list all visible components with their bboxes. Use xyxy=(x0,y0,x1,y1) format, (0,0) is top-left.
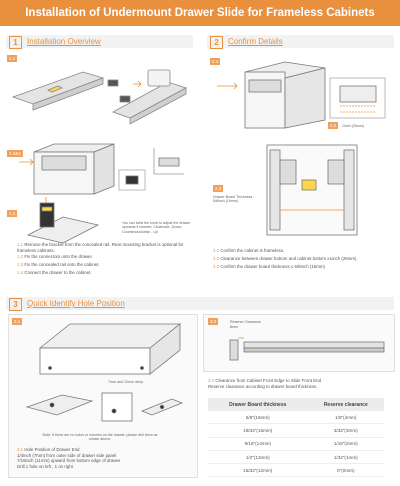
step-3-1-text: Hole Position of Drawer End 1/4inch (7mm) from outer side of drawer side panel 7/16inch (11mm) upward from bottom edge of drawer Drill 1 hole on left , 1 on right xyxy=(17,447,121,469)
slide-rail-illustration xyxy=(8,62,193,134)
connector-illustration xyxy=(18,195,108,245)
table-header: Reserve clearance xyxy=(308,398,384,411)
section-1-header xyxy=(6,35,193,48)
gap-label: 1inch (26mm) xyxy=(342,124,364,128)
tag-3-1: 3.1 xyxy=(14,319,21,324)
section-1-number: 1 xyxy=(9,36,22,49)
table-cell: 1/16"(2mm) xyxy=(308,437,384,450)
tag-1-2: 1.2 xyxy=(9,211,16,216)
table-header-row xyxy=(208,398,384,411)
reserve-clearance-title: Reserve Clearance xyxy=(230,320,261,324)
step-2-1-text: Confirm the cabinet is frameless. xyxy=(220,248,285,253)
table-row xyxy=(208,411,384,424)
drill-note: Note: If there are no holes or notches on the drawer, please drill them as shown above. xyxy=(42,433,158,442)
section-3-header xyxy=(6,297,394,310)
section-2-header xyxy=(207,35,394,48)
table-cell: 15/32"(12mm) xyxy=(208,464,308,477)
tag-2-3: 2.3 xyxy=(215,186,222,191)
section-3-number: 3 xyxy=(9,298,22,311)
step-3-1 xyxy=(17,447,197,469)
step-2-1 xyxy=(213,248,398,254)
knob-callout: You can twist the knob to adjust the drawer upwards if needed. Clockwise -Down; Counterclockwise - Up xyxy=(122,221,191,234)
step-2-3-key: 2.3 xyxy=(213,264,220,269)
page-title: Installation of Undermount Drawer Slide for Frameless Cabinets xyxy=(0,0,400,26)
drawer-holes-illustration xyxy=(30,318,190,378)
table-row xyxy=(208,450,384,463)
drawer-thickness-illustration xyxy=(262,140,362,240)
section-1-title: Installation Overview xyxy=(27,37,101,46)
step-1-4-key: 1.4 xyxy=(17,270,24,275)
step-3-2-text: Clearance from Cabinet Front Edge to Slide Front End Reserve clearance according to drawer board thickness. xyxy=(208,378,322,389)
hole-depth-label: 7mm and 12mm deep xyxy=(108,380,143,384)
step-3-2 xyxy=(208,378,394,389)
tag-1-3-4: 1.3&4 xyxy=(9,151,21,156)
step-2-3-text: Confirm the drawer board thickness ≤ 5/8inch (16mm) xyxy=(220,264,325,269)
cabinet-drawer-illustration xyxy=(14,140,189,200)
hole-detail-illustration xyxy=(22,387,187,427)
step-1-2-key: 1.2 xyxy=(17,254,24,259)
step-2-2 xyxy=(213,256,398,262)
table-row xyxy=(208,424,384,437)
step-3-1-key: 3.1 xyxy=(17,447,24,452)
section-2-title: Confirm Details xyxy=(228,37,283,46)
step-2-2-key: 2.2 xyxy=(213,256,220,261)
clearance-illustration xyxy=(226,330,390,362)
table-cell: 3/32"(3mm) xyxy=(308,424,384,437)
step-1-3 xyxy=(17,262,197,268)
step-1-4 xyxy=(17,270,197,276)
table-row xyxy=(208,437,384,450)
table-cell: 1/2"(13mm) xyxy=(208,450,308,463)
table-cell: 0"(0mm) xyxy=(308,464,384,477)
tag-1-1: 1.1 xyxy=(9,56,16,61)
clearance-table xyxy=(208,398,384,477)
step-1-2 xyxy=(17,254,197,260)
tag-2-1: 2.1 xyxy=(212,59,219,64)
step-2-1-key: 2.1 xyxy=(213,248,220,253)
section-3-title: Quick Identify Hole Position xyxy=(27,299,125,308)
step-1-1-key: 1.1 xyxy=(17,242,24,247)
table-header: Drawer Board thickness xyxy=(208,398,308,411)
tag-2-2: 2.2 xyxy=(330,123,337,128)
section-2-number: 2 xyxy=(210,36,223,49)
thickness-label: Drawer Board Thickness : 5/8inch (16mm) xyxy=(213,195,255,204)
table-cell: 5/8"(16mm) xyxy=(208,411,308,424)
step-1-3-key: 1.3 xyxy=(17,262,24,267)
table-cell: 9/16"(14mm) xyxy=(208,437,308,450)
step-2-2-text: Clearance between drawer bottom and cabinet bottom ≥1inch (26mm) xyxy=(220,256,357,261)
step-1-4-text: Connect the drawer to the cabinet. xyxy=(24,270,92,275)
table-cell: 1/8"(4mm) xyxy=(308,411,384,424)
step-3-2-key: 3.2 xyxy=(208,378,215,383)
table-cell: 1/32"(1mm) xyxy=(308,450,384,463)
step-2-3 xyxy=(213,264,398,270)
table-cell: 19/32"(15mm) xyxy=(208,424,308,437)
step-1-1 xyxy=(17,242,197,253)
tag-3-2: 3.2 xyxy=(210,319,217,324)
step-1-3-text: Fix the concealed rail onto the cabinet. xyxy=(24,262,100,267)
table-row xyxy=(208,464,384,477)
step-1-1-text: Remove the bracket from the concealed rail. Rear mounting bracket is optional for frameless cabinets. xyxy=(17,242,184,253)
reserve-clearance-sub: 8mm xyxy=(230,325,238,329)
step-1-2-text: Fix the connectors onto the drawer. xyxy=(24,254,93,259)
